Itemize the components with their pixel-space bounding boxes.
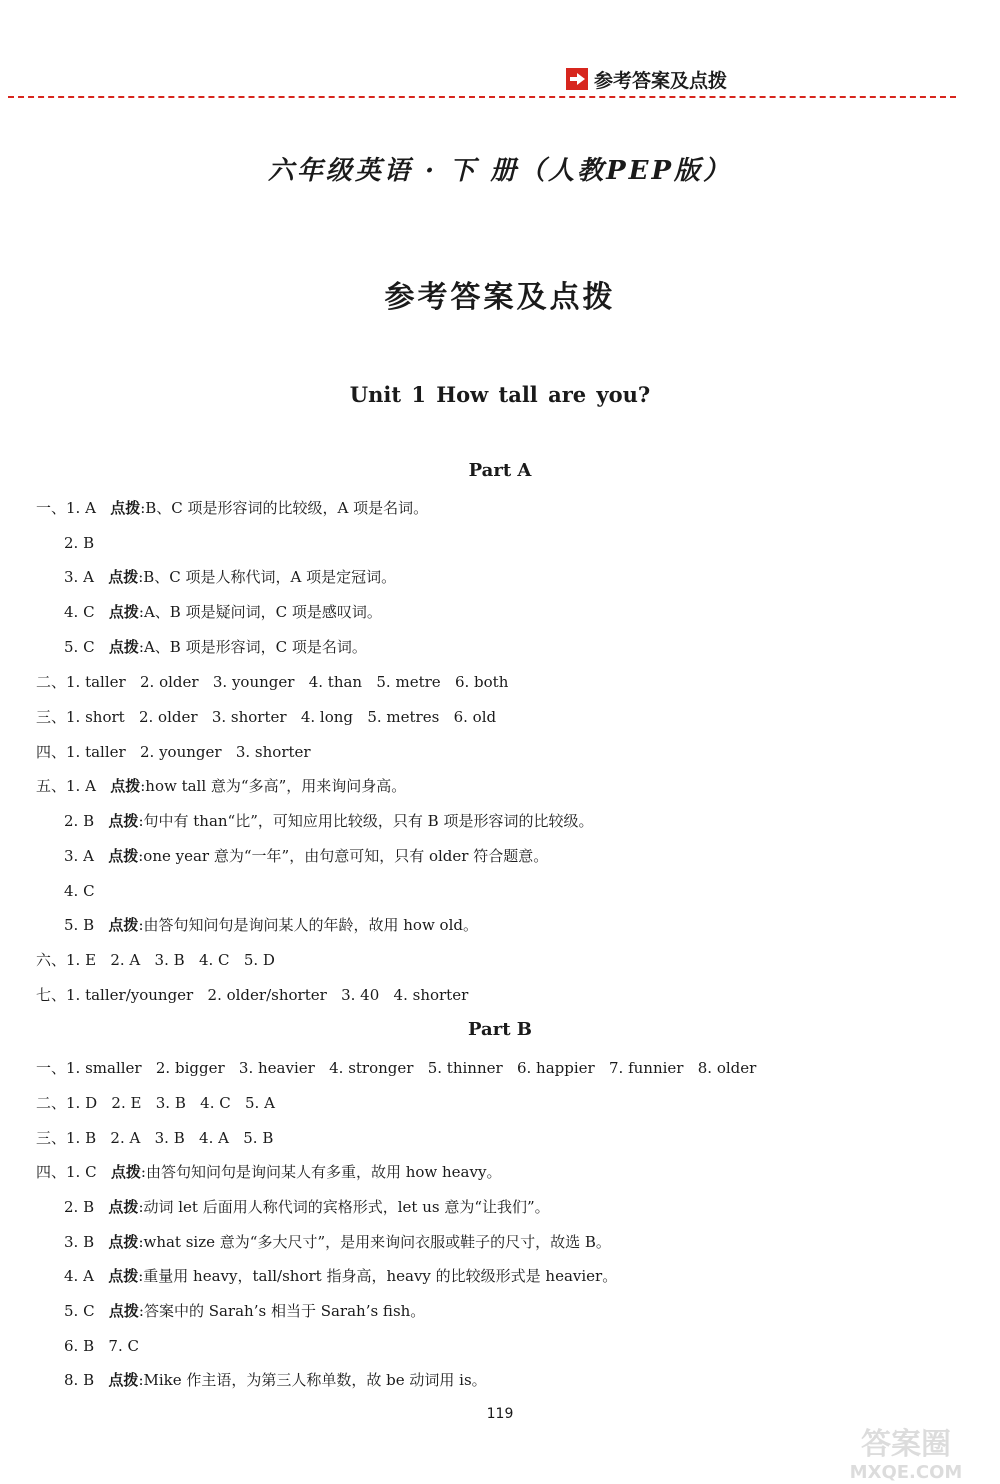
- arrow-right-icon: [566, 68, 588, 90]
- answer-line: 5. B 点拨:由答句知问句是询问某人的年龄，故用 how old。: [64, 916, 478, 934]
- answer-line: 5. C 点拨:答案中的 Sarah’s 相当于 Sarah’s fish。: [64, 1302, 426, 1320]
- book-title: 六年级英语 · 下 册（人教PEP版）: [267, 156, 733, 186]
- answer-line: 3. B 点拨:what size 意为“多大尺寸”，是用来询问衣服或鞋子的尺寸，故选 B。: [64, 1233, 611, 1251]
- header-tab: [566, 66, 727, 92]
- answer-line: 3. A 点拨:B、C 项是人称代词，A 项是定冠词。: [64, 568, 397, 586]
- answer-line: 2. B 点拨:句中有 than“比”，可知应用比较级，只有 B 项是形容词的比较级。: [64, 812, 594, 830]
- answer-line: 二、1. D 2. E 3. B 4. C 5. A: [36, 1094, 275, 1112]
- header-title: 参考答案及点拨: [594, 69, 728, 92]
- answer-line: 一、1. smaller 2. bigger 3. heavier 4. stronger 5. thinner 6. happier 7. funnier 8. older: [36, 1059, 757, 1077]
- answer-line: 3. A 点拨:one year 意为“一年”，由句意可知，只有 older 符合题意。: [64, 847, 549, 865]
- answer-line: 七、1. taller/younger 2. older/shorter 3. 40 4. shorter: [36, 986, 469, 1004]
- answer-line: 8. B 点拨:Mike 作主语，为第三人称单数，故 be 动词用 is。: [64, 1371, 487, 1389]
- answer-line: 六、1. E 2. A 3. B 4. C 5. D: [36, 951, 275, 969]
- answer-line: 三、1. short 2. older 3. shorter 4. long 5. metres 6. old: [36, 708, 497, 726]
- watermark-url: MXQE.COM: [849, 1462, 963, 1482]
- page-number: 119: [486, 1406, 514, 1422]
- unit-title: Unit 1 How tall are you?: [349, 382, 651, 407]
- answer-line: 2. B 点拨:动词 let 后面用人称代词的宾格形式，let us 意为“让我们”。: [64, 1198, 550, 1216]
- watermark-logo: [826, 1420, 986, 1482]
- answer-line: 三、1. B 2. A 3. B 4. A 5. B: [36, 1129, 274, 1147]
- answer-line: 一、1. A 点拨:B、C 项是形容词的比较级，A 项是名词。: [36, 499, 429, 517]
- answer-line: 6. B 7. C: [64, 1337, 139, 1355]
- part-b-title: Part B: [468, 1019, 532, 1040]
- answer-line: 二、1. taller 2. older 3. younger 4. than 5. metre 6. both: [36, 673, 509, 691]
- answer-line: 4. C: [64, 882, 95, 900]
- answer-line: 四、1. taller 2. younger 3. shorter: [36, 743, 311, 761]
- part-a-title: Part A: [468, 460, 532, 481]
- page-title: 参考答案及点拨: [384, 280, 616, 315]
- answer-line: 四、1. C 点拨:由答句知问句是询问某人有多重，故用 how heavy。: [36, 1163, 502, 1181]
- answer-line: 4. A 点拨:重量用 heavy，tall/short 指身高，heavy 的比较级形式是 heavier。: [64, 1267, 618, 1285]
- answer-line: 5. C 点拨:A、B 项是形容词，C 项是名词。: [64, 638, 367, 656]
- answer-line: 2. B: [64, 534, 95, 552]
- header-divider: [8, 96, 956, 98]
- answer-line: 4. C 点拨:A、B 项是疑问词，C 项是感叹词。: [64, 603, 382, 621]
- watermark-text: 答案圈: [861, 1427, 951, 1462]
- answer-line: 五、1. A 点拨:how tall 意为“多高”，用来询问身高。: [36, 777, 407, 795]
